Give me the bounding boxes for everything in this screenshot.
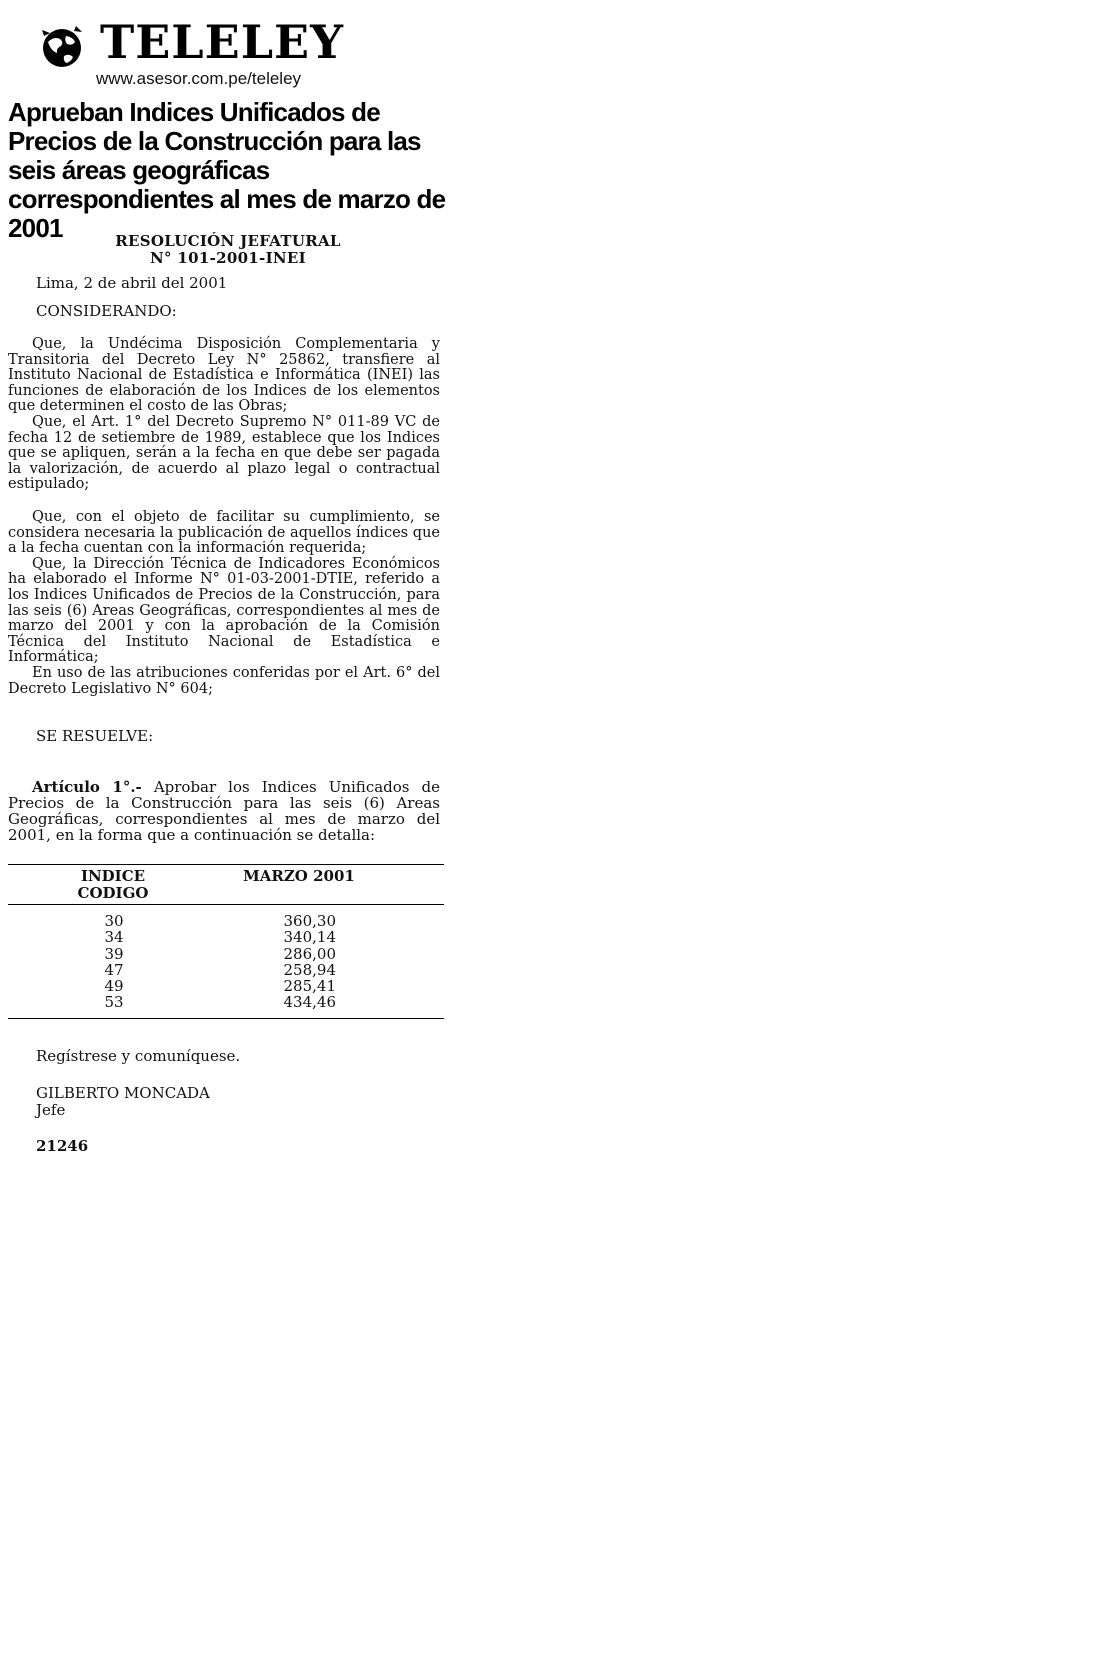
considerations-block-1 xyxy=(8,337,440,493)
resolution-title: RESOLUCIÓN JEFATURAL xyxy=(115,232,341,250)
cell-code: 53 xyxy=(104,993,124,1012)
globe-logo-icon xyxy=(38,22,90,70)
table-row xyxy=(8,978,444,994)
signer-title: Jefe xyxy=(36,1101,66,1119)
table-row xyxy=(8,994,444,1010)
resolution-heading xyxy=(8,233,448,267)
cell-code: 39 xyxy=(104,944,124,963)
cell-value: 360,30 xyxy=(283,912,336,930)
closing-line: Regístrese y comuníquese. xyxy=(36,1047,241,1065)
se-resuelve-label: SE RESUELVE: xyxy=(36,727,154,745)
table-row xyxy=(8,962,444,978)
date-line: Lima, 2 de abril del 2001 xyxy=(36,274,228,292)
cell-value: 285,41 xyxy=(283,977,336,996)
cell-code: 47 xyxy=(104,960,124,979)
table-rule-bottom xyxy=(8,1018,444,1019)
article-1 xyxy=(8,779,440,843)
cell-code: 34 xyxy=(104,928,124,947)
col-header-code xyxy=(58,868,168,902)
paragraph: Que, la Undécima Disposición Complementaria y Transitoria del Decreto Ley N° 25862, transfiere al Instituto Nacional de Estadística e Informática (INEI) las funciones de elaboración de los Indices de los elementos que determinen el costo de las Obras; xyxy=(8,336,440,415)
article-text: Aprobar los Indices Unificados de Precios de la Construcción para las seis (6) Areas Geográficas, correspondientes al mes de marzo del 2001, en la forma que a continuación se detalla: xyxy=(8,778,440,844)
brand-header xyxy=(38,16,378,68)
headline: Aprueban Indices Unificados de Precios de la Construcción para las seis áreas geográficas correspondientes al mes de marzo de 2001 xyxy=(8,97,446,243)
cell-code: 49 xyxy=(104,977,124,996)
cell-value: 434,46 xyxy=(283,993,336,1012)
col-header-code-line1: INDICE xyxy=(80,867,146,885)
article-label: Artículo 1°.- xyxy=(32,778,142,796)
paragraph: Que, la Dirección Técnica de Indicadores Económicos ha elaborado el Informe N° 01-03-2001-DTIE, referido a los Indices Unificados de Precios de la Construcción, para las seis (6) Areas Geográficas, correspondientes al mes de marzo del 2001 y con la aprobación de la Comisión Técnica del Instituto Nacional de Estadística e Informática; xyxy=(8,555,440,666)
considerando-label: CONSIDERANDO: xyxy=(36,302,177,320)
table-body xyxy=(8,913,444,1011)
signer-name: GILBERTO MONCADA xyxy=(36,1084,210,1102)
table-row xyxy=(8,929,444,945)
table-rule-header xyxy=(8,904,444,905)
table-rule-top xyxy=(8,864,444,865)
cell-code: 30 xyxy=(104,912,124,930)
table-row xyxy=(8,946,444,962)
resolution-number: N° 101-2001-INEI xyxy=(150,249,306,267)
cell-value: 340,14 xyxy=(283,928,336,947)
brand-name: TELELEY xyxy=(100,15,344,69)
cell-value: 286,00 xyxy=(283,944,336,963)
paragraph: En uso de las atribuciones conferidas por el Art. 6° del Decreto Legislativo N° 604; xyxy=(8,664,440,697)
reference-number: 21246 xyxy=(36,1137,89,1155)
col-header-code-line2: CODIGO xyxy=(77,884,149,902)
paragraph: Que, el Art. 1° del Decreto Supremo N° 011-89 VC de fecha 12 de setiembre de 1989, establece que los Indices que se apliquen, serán a la fecha en que debe ser pagada la valorización, de acuerdo al plazo legal o contractual estipulado; xyxy=(8,413,440,493)
table-row xyxy=(8,913,444,929)
brand-url[interactable]: www.asesor.com.pe/teleley xyxy=(96,69,302,88)
cell-value: 258,94 xyxy=(283,960,336,979)
col-header-month: MARZO 2001 xyxy=(243,867,355,885)
paragraph: Que, con el objeto de facilitar su cumplimiento, se considera necesaria la publicación de aquellos índices que a la fecha cuentan con la información requerida; xyxy=(8,509,440,557)
considerations-block-2 xyxy=(8,510,440,697)
